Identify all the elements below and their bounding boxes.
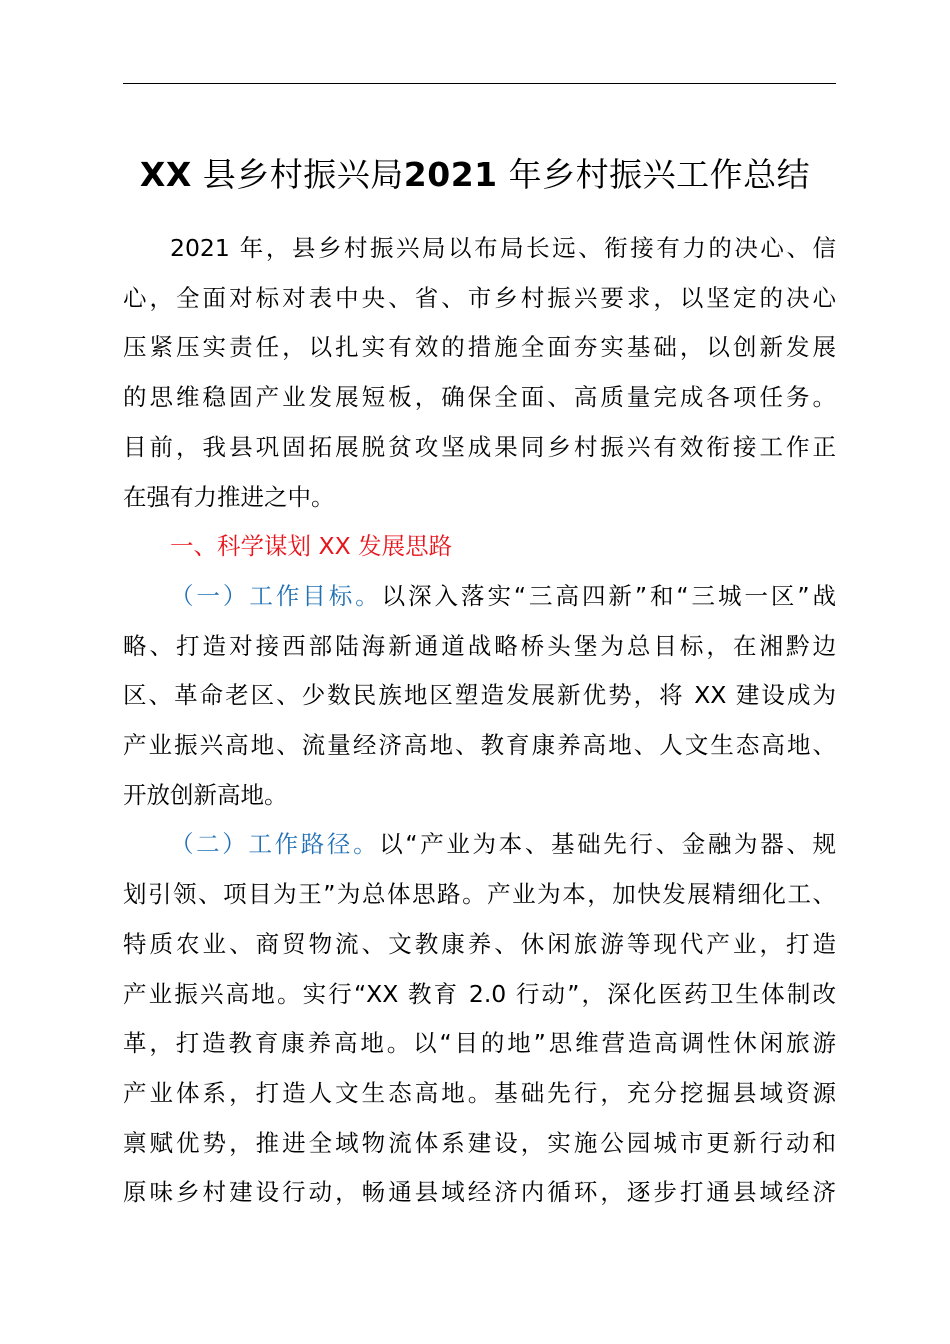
section-heading-text: 一、科学谋划 XX 发展思路 xyxy=(170,532,453,561)
text-line: 心，全面对标对表中央、省、市乡村振兴要求，以坚定的决心 xyxy=(123,283,836,312)
text-line: 原味乡村建设行动，畅通县域经济内循环，逐步打通县域经济 xyxy=(123,1178,836,1207)
title-part-1: XX xyxy=(139,155,192,194)
text-line: 以深入落实“三高四新”和“三城一区”战 xyxy=(381,581,837,610)
section-heading-1 xyxy=(123,522,836,572)
document-title xyxy=(0,150,950,200)
work-goal-paragraph xyxy=(123,572,836,821)
text-line: 以“产业为本、基础先行、金融为器、规 xyxy=(379,830,837,859)
text-line: 略、打造对接西部陆海新通道战略桥头堡为总目标，在湘黔边 xyxy=(123,631,836,660)
text-line: 压紧压实责任，以扎实有效的措施全面夯实基础，以创新发展 xyxy=(123,333,836,362)
text-line: 区、革命老区、少数民族地区塑造发展新优势，将 XX 建设成为 xyxy=(123,681,836,710)
document-body xyxy=(123,224,836,1218)
title-part-4: 年乡村振兴工作总结 xyxy=(508,155,811,194)
text-line: 禀赋优势，推进全域物流体系建设，实施公园城市更新行动和 xyxy=(123,1128,836,1157)
text-line: 产业体系，打造人文生态高地。基础先行，充分挖掘县域资源 xyxy=(123,1078,836,1107)
text-line: 的思维稳固产业发展短板，确保全面、高质量完成各项任务。 xyxy=(123,383,836,412)
work-path-paragraph xyxy=(123,820,836,1218)
header-rule xyxy=(123,83,836,84)
intro-paragraph xyxy=(123,224,836,522)
text-line: 产业振兴高地、流量经济高地、教育康养高地、人文生态高地、 xyxy=(123,731,836,760)
work-goal-label: （一）工作目标。 xyxy=(170,581,382,610)
text-line: 目前，我县巩固拓展脱贫攻坚成果同乡村振兴有效衔接工作正 xyxy=(123,432,836,461)
text-line: 产业振兴高地。实行“XX 教育 2.0 行动”，深化医药卫生体制改 xyxy=(123,979,836,1008)
text-line: 划引领、项目为王”为总体思路。产业为本，加快发展精细化工、 xyxy=(123,880,836,909)
text-line: 特质农业、商贸物流、文教康养、休闲旅游等现代产业，打造 xyxy=(123,929,836,958)
text-line: 革，打造教育康养高地。以“目的地”思维营造高调性休闲旅游 xyxy=(123,1029,836,1058)
work-path-label: （二）工作路径。 xyxy=(170,830,380,859)
title-part-2: 县乡村振兴局 xyxy=(202,155,404,194)
text-line: 在强有力推进之中。 xyxy=(123,482,335,511)
text-line: 开放创新高地。 xyxy=(123,780,288,809)
text-line: 2021 年，县乡村振兴局以布局长远、衔接有力的决心、信 xyxy=(170,234,836,262)
title-part-3: 2021 xyxy=(403,155,498,194)
